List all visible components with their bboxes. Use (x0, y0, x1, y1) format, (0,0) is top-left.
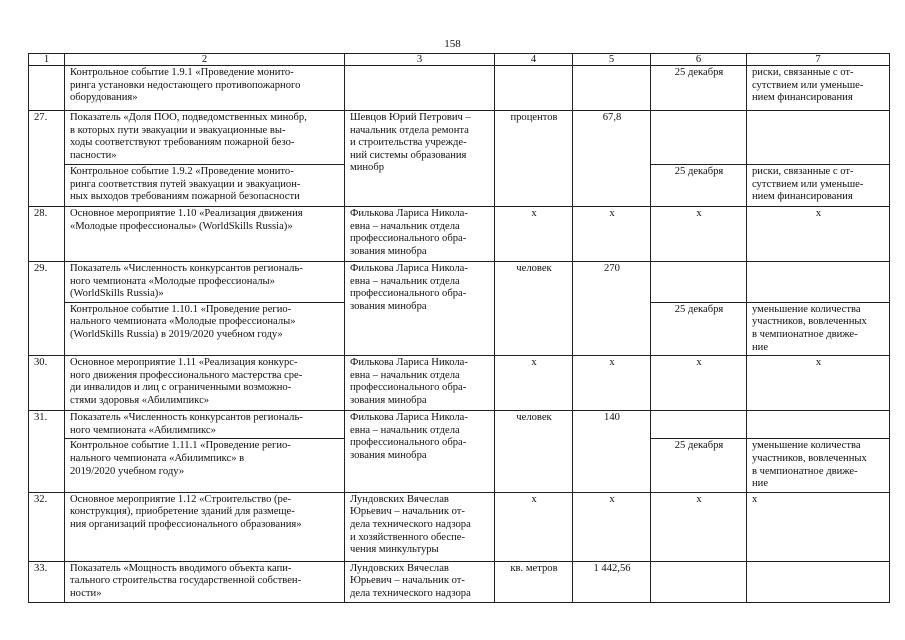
row-unit (495, 66, 573, 111)
header-cell: 5 (573, 54, 651, 66)
header-cell: 6 (651, 54, 747, 66)
row-responsible: Филькова Лариса Никола- евна – начальник отдела профессионального обра- зования минобра (345, 207, 495, 262)
row-date: 25 декабря (651, 165, 747, 207)
row-responsible: Лундовских Вячеслав Юрьевич – начальник от- дела технического надзора и хозяйственного обеспе- чения минкультуры (345, 492, 495, 561)
row-number: 33. (29, 561, 65, 602)
table-row (29, 207, 890, 262)
row-description: Контрольное событие 1.10.1 «Проведение регио- нального чемпионата «Молодые профессионалы» (WorldSkills Russia) в 2019/2020 учебном году» (65, 302, 345, 355)
row-description: Контрольное событие 1.9.1 «Проведение монито- ринга установки недостающего противопожарного оборудования» (65, 66, 345, 111)
table-row (29, 411, 890, 439)
row-value: 270 (573, 262, 651, 356)
row-date (651, 262, 747, 303)
table-row (29, 561, 890, 602)
row-date: 25 декабря (651, 439, 747, 492)
header-cell: 2 (65, 54, 345, 66)
row-date (651, 561, 747, 602)
row-value (573, 66, 651, 111)
header-row (29, 54, 890, 66)
row-risk: риски, связанные с от- сутствием или уменьше- нием финансирования (747, 165, 890, 207)
row-description: Основное мероприятие 1.10 «Реализация движения «Молодые профессионалы» (WorldSkills Russia)» (65, 207, 345, 262)
row-value: х (573, 492, 651, 561)
row-risk (747, 262, 890, 303)
row-risk: уменьшение количества участников, вовлеченных в чемпионатное движе- ние (747, 439, 890, 492)
row-unit: процентов (495, 111, 573, 207)
row-value: 1 442,56 (573, 561, 651, 602)
row-risk (747, 111, 890, 165)
row-responsible: Филькова Лариса Никола- евна – начальник отдела профессионального обра- зования минобра (345, 262, 495, 356)
row-unit: человек (495, 262, 573, 356)
row-value: х (573, 356, 651, 411)
table-row (29, 356, 890, 411)
row-date: х (651, 356, 747, 411)
header-cell: 3 (345, 54, 495, 66)
table-row (29, 66, 890, 111)
row-number: 27. (29, 111, 65, 207)
row-responsible: Филькова Лариса Никола- евна – начальник отдела профессионального обра- зования минобра (345, 411, 495, 493)
row-date: 25 декабря (651, 302, 747, 355)
row-number: 32. (29, 492, 65, 561)
row-date: х (651, 207, 747, 262)
plan-table (28, 53, 890, 603)
row-risk: риски, связанные с от- сутствием или уменьше- нием финансирования (747, 66, 890, 111)
row-unit: х (495, 492, 573, 561)
header-cell: 1 (29, 54, 65, 66)
row-unit: х (495, 207, 573, 262)
row-number: 30. (29, 356, 65, 411)
row-risk: уменьшение количества участников, вовлеченных в чемпионатное движе- ние (747, 302, 890, 355)
row-date (651, 411, 747, 439)
row-description: Показатель «Численность конкурсантов региональ- ного чемпионата «Молодые профессионалы» (WorldSkills Russia)» (65, 262, 345, 303)
row-description: Контрольное событие 1.9.2 «Проведение монито- ринга соответствия путей эвакуации и эвакуацион- ных выходов требованиям пожарной безопасности (65, 165, 345, 207)
page-number: 158 (444, 38, 461, 50)
row-risk (747, 411, 890, 439)
row-description: Основное мероприятие 1.11 «Реализация конкурс- ного движения профессионального мастерства сре- ди инвалидов и лиц с ограниченными возможно- стями здоровья «Абилимпикс» (65, 356, 345, 411)
table-row (29, 492, 890, 561)
row-value: 67,8 (573, 111, 651, 207)
row-date: 25 декабря (651, 66, 747, 111)
row-date (651, 111, 747, 165)
row-responsible: Лундовских Вячеслав Юрьевич – начальник от- дела технического надзора (345, 561, 495, 602)
row-value: х (573, 207, 651, 262)
row-risk: х (747, 356, 890, 411)
row-description: Показатель «Мощность вводимого объекта капи- тального строительства государственной собствен- ности» (65, 561, 345, 602)
row-unit: человек (495, 411, 573, 493)
table-row (29, 262, 890, 303)
table-row (29, 111, 890, 165)
row-date: х (651, 492, 747, 561)
row-risk: х (747, 207, 890, 262)
row-number: 29. (29, 262, 65, 356)
row-responsible: Филькова Лариса Никола- евна – начальник отдела профессионального обра- зования минобра (345, 356, 495, 411)
row-value: 140 (573, 411, 651, 493)
row-number (29, 66, 65, 111)
row-description: Показатель «Численность конкурсантов региональ- ного чемпионата «Абилимпикс» (65, 411, 345, 439)
row-responsible: Шевцов Юрий Петрович – начальник отдела ремонта и строительства учрежде- ний системы образования минобр (345, 111, 495, 207)
header-cell: 4 (495, 54, 573, 66)
row-description: Основное мероприятие 1.12 «Строительство (ре- конструкция), приобретение зданий для размеще- ния организаций профессионального образования» (65, 492, 345, 561)
row-description: Показатель «Доля ПОО, подведомственных минобр, в которых пути эвакуации и эвакуационные вы- ходы соответствуют требованиям пожарной безо- пасности» (65, 111, 345, 165)
row-risk (747, 561, 890, 602)
row-risk: х (747, 492, 890, 561)
row-unit: кв. метров (495, 561, 573, 602)
row-responsible (345, 66, 495, 111)
header-cell: 7 (747, 54, 890, 66)
row-unit: х (495, 356, 573, 411)
row-number: 28. (29, 207, 65, 262)
row-number: 31. (29, 411, 65, 493)
row-description: Контрольное событие 1.11.1 «Проведение регио- нального чемпионата «Абилимпикс» в 2019/2020 учебном году» (65, 439, 345, 492)
